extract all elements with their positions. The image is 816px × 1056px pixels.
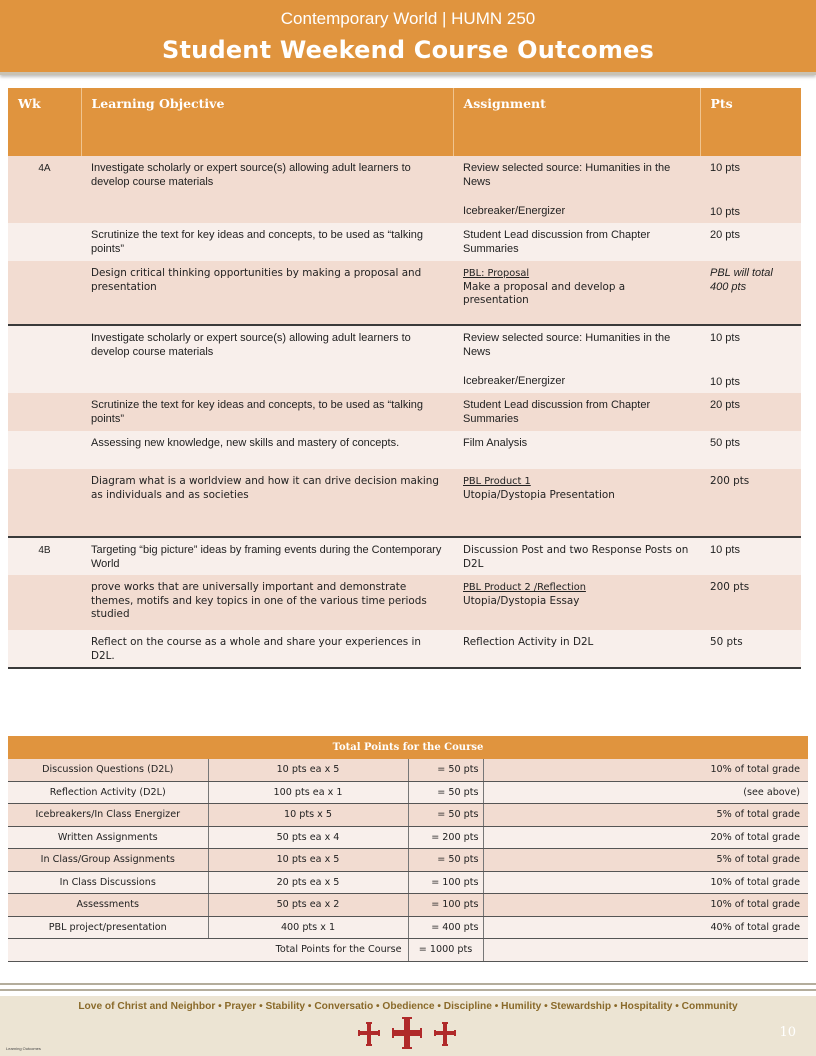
totals-title: Total Points for the Course	[8, 736, 808, 759]
assignment-text: Review selected source: Humanities in the News	[463, 332, 671, 358]
col-header-objective: Learning Objective	[81, 88, 453, 156]
objective-cell: Scrutinize the text for key ideas and concepts, to be used as “talking points”	[81, 223, 453, 261]
table-row	[8, 804, 808, 827]
points-cell	[700, 156, 801, 223]
total-item: Written Assignments	[8, 826, 208, 849]
assignment-link[interactable]: PBL Product 1	[463, 476, 531, 487]
table-row	[8, 469, 801, 537]
table-row	[8, 871, 808, 894]
assignment-cell	[453, 261, 700, 325]
cross-icon	[392, 1017, 422, 1049]
total-item: Assessments	[8, 894, 208, 917]
table-row	[8, 894, 808, 917]
week-cell	[8, 261, 81, 325]
col-header-wk: Wk	[8, 88, 81, 156]
objective-cell: Reflect on the course as a whole and share your experiences in D2L.	[81, 630, 453, 668]
total-sum: = 50 pts	[408, 781, 483, 804]
totals-table	[8, 736, 808, 962]
objective-cell: Assessing new knowledge, new skills and mastery of concepts.	[81, 431, 453, 469]
total-sum: = 100 pts	[408, 894, 483, 917]
week-cell: 4B	[8, 537, 81, 575]
points-cell: 50 pts	[700, 431, 801, 469]
objective-cell: Scrutinize the text for key ideas and concepts, to be used as “talking points”	[81, 393, 453, 431]
week-cell	[8, 325, 81, 393]
objective-cell: prove works that are universally important and demonstrate themes, motifs and key topics in one of the various time periods studied	[81, 575, 453, 630]
total-share: (see above)	[483, 781, 808, 804]
assignment-link[interactable]: PBL Product 2 /Reflection	[463, 582, 586, 593]
points-text: 10 pts	[710, 162, 740, 174]
assignment-link[interactable]: PBL: Proposal	[463, 268, 530, 279]
footer-divider	[0, 983, 816, 985]
total-calc: 10 pts ea x 5	[208, 759, 408, 781]
total-share: 20% of total grade	[483, 826, 808, 849]
assignment-cell	[453, 575, 700, 630]
total-item: Icebreakers/In Class Energizer	[8, 804, 208, 827]
assignment-text: Utopia/Dystopia Presentation	[463, 488, 615, 501]
table-row	[8, 261, 801, 325]
points-cell: 200 pts	[700, 469, 801, 537]
assignment-text: Make a proposal and develop a presentation	[463, 280, 626, 306]
total-sum: = 50 pts	[408, 804, 483, 827]
assignment-cell: Discussion Post and two Response Posts on D2L	[453, 537, 700, 575]
table-row	[8, 781, 808, 804]
total-item: In Class Discussions	[8, 871, 208, 894]
points-cell: 20 pts	[700, 393, 801, 431]
total-item: PBL project/presentation	[8, 916, 208, 939]
table-row	[8, 156, 801, 223]
assignment-cell: Student Lead discussion from Chapter Summaries	[453, 223, 700, 261]
objective-cell: Investigate scholarly or expert source(s) allowing adult learners to develop course materials	[81, 156, 453, 223]
grand-total-empty	[483, 939, 808, 962]
assignment-text: Icebreaker/Energizer	[463, 205, 566, 217]
assignment-cell: Reflection Activity in D2L	[453, 630, 700, 668]
table-row	[8, 393, 801, 431]
table-row	[8, 431, 801, 469]
objective-cell: Targeting “big picture” ideas by framing events during the Contemporary World	[81, 537, 453, 575]
table-row	[8, 223, 801, 261]
total-share: 40% of total grade	[483, 916, 808, 939]
assignment-cell: Student Lead discussion from Chapter Summaries	[453, 393, 700, 431]
assignment-text: Icebreaker/Energizer	[463, 375, 566, 387]
total-item: In Class/Group Assignments	[8, 849, 208, 872]
week-cell	[8, 431, 81, 469]
table-row	[8, 575, 801, 630]
footer-note: Learning Outcomes	[6, 1046, 41, 1051]
table-row	[8, 537, 801, 575]
objective-cell: Diagram what is a worldview and how it can drive decision making as individuals and as societies	[81, 469, 453, 537]
col-header-pts: Pts	[700, 88, 801, 156]
points-cell: 20 pts	[700, 223, 801, 261]
total-calc: 100 pts ea x 1	[208, 781, 408, 804]
total-sum: = 100 pts	[408, 871, 483, 894]
footer-divider	[0, 989, 816, 991]
total-item: Reflection Activity (D2L)	[8, 781, 208, 804]
points-text: 10 pts	[710, 375, 740, 388]
week-cell	[8, 223, 81, 261]
outcomes-header-row	[8, 88, 801, 156]
cross-icon	[358, 1022, 380, 1046]
week-cell	[8, 630, 81, 668]
total-sum: = 50 pts	[408, 849, 483, 872]
table-row	[8, 849, 808, 872]
table-row	[8, 325, 801, 393]
objective-cell: Design critical thinking opportunities by making a proposal and presentation	[81, 261, 453, 325]
total-share: 5% of total grade	[483, 849, 808, 872]
table-row	[8, 759, 808, 781]
assignment-cell: Film Analysis	[453, 431, 700, 469]
total-sum: = 400 pts	[408, 916, 483, 939]
table-row	[8, 630, 801, 668]
values-line: Love of Christ and Neighbor • Prayer • Stability • Conversatio • Obedience • Discipline • Humility • Stewardship • Hospitality • Community	[78, 1001, 738, 1012]
total-share: 10% of total grade	[483, 894, 808, 917]
week-cell	[8, 469, 81, 537]
total-share: 5% of total grade	[483, 804, 808, 827]
page-title: Student Weekend Course Outcomes	[162, 36, 654, 64]
outcomes-table	[8, 88, 801, 669]
points-cell: PBL will total 400 pts	[700, 261, 801, 325]
assignment-cell	[453, 469, 700, 537]
week-cell	[8, 575, 81, 630]
table-row	[8, 916, 808, 939]
objective-cell: Investigate scholarly or expert source(s) allowing adult learners to develop course materials	[81, 325, 453, 393]
assignment-text: Review selected source: Humanities in the News	[463, 162, 671, 188]
grand-total-row	[8, 939, 808, 962]
total-item: Discussion Questions (D2L)	[8, 759, 208, 781]
total-calc: 10 pts ea x 5	[208, 849, 408, 872]
page-number: 10	[779, 1025, 796, 1040]
total-calc: 50 pts ea x 4	[208, 826, 408, 849]
points-cell: 10 pts	[700, 537, 801, 575]
week-cell: 4A	[8, 156, 81, 223]
crosses-emblem-icon	[357, 1016, 457, 1050]
course-name: Contemporary World | HUMN 250	[280, 9, 536, 28]
points-cell: 50 pts	[700, 630, 801, 668]
table-row	[8, 826, 808, 849]
cross-icon	[434, 1022, 456, 1046]
assignment-cell	[453, 156, 700, 223]
col-header-assignment: Assignment	[453, 88, 700, 156]
total-calc: 20 pts ea x 5	[208, 871, 408, 894]
assignment-cell	[453, 325, 700, 393]
total-calc: 50 pts ea x 2	[208, 894, 408, 917]
total-share: 10% of total grade	[483, 759, 808, 781]
points-text: 10 pts	[710, 205, 740, 218]
points-cell: 200 pts	[700, 575, 801, 630]
grand-total-value: = 1000 pts	[408, 939, 483, 962]
grand-total-label: Total Points for the Course	[8, 939, 408, 962]
points-cell	[700, 325, 801, 393]
points-text: 10 pts	[710, 332, 740, 344]
total-calc: 400 pts x 1	[208, 916, 408, 939]
page-header	[0, 0, 816, 75]
week-cell	[8, 393, 81, 431]
total-calc: 10 pts x 5	[208, 804, 408, 827]
total-sum: = 200 pts	[408, 826, 483, 849]
total-share: 10% of total grade	[483, 871, 808, 894]
assignment-text: Utopia/Dystopia Essay	[463, 594, 580, 607]
total-sum: = 50 pts	[408, 759, 483, 781]
